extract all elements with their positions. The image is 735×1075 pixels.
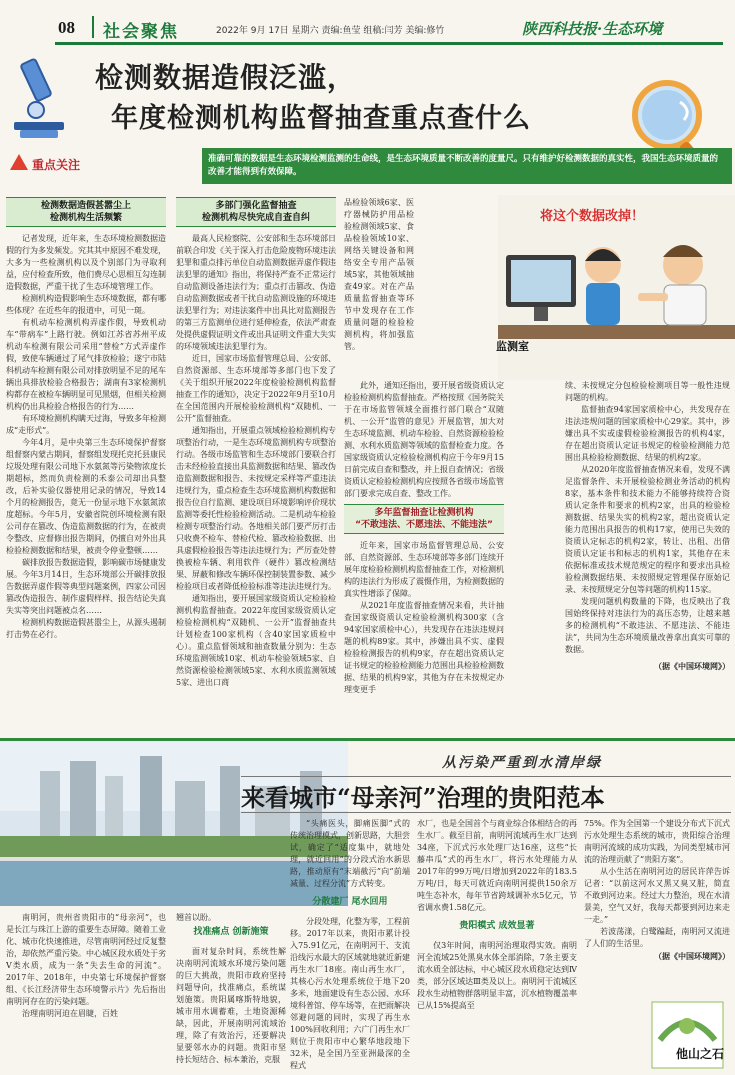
room-sign: 监测室: [496, 340, 529, 353]
feature-subhead: 贵阳模式 成效显著: [459, 921, 535, 931]
feature-subhead: 分散建厂 尾水回用: [312, 897, 388, 907]
subhead-line: 检测机构生活频繁: [49, 213, 122, 223]
paragraph: 品检验领域6家、医疗器械防护用品检验检测领域5家、食品检验领域10家、网络关键设备和网络安全专用产品领域5家，其他领域抽查49家。对在产品质量监督抽查等环节中发现存在工作质量问题的检验检测机构，将加强监管。: [344, 198, 414, 351]
page-number: 08: [58, 18, 75, 37]
paragraph: 翘首以盼。: [176, 913, 216, 922]
paragraph: 仅3年时间，南明河治理取得实效。南明河全流域25处黑臭水体全部消除，7条主要支流水质全部达标，中心城区段水质稳定达到Ⅳ类，部分区域达Ⅲ类及以上。南明河干流城区段水生动植物群落明显丰富，沉水植物覆盖率已从15%提高至: [417, 941, 577, 1010]
paragraph: 近年来，国家市场监督管理总局、公安部、自然资源部、生态环境部等多部门连续开展年度检验检测机构监督抽查工作，对检测机构的违法行为形成了震慑作用，为检测数据的真实性增添了保障。: [344, 541, 504, 598]
feature-kicker: 从污染严重到水清岸绿: [442, 755, 602, 771]
paragraph: 监督抽查94家国家质检中心，共发现存在违法违规问题的国家质检中心29家。其中，涉嫌出具不实或虚假检验检测报告的机构4家，存在超出资质认定证书规定的检验检测能力范围出具检验检测数据、结果的机构2家。: [565, 405, 730, 462]
paragraph: 分段处理，化整为零，工程前移。2017年以来，贵阳市累计投入75.91亿元，在南明河干、支流沿线污水最大的区域就地就近新建再生水厂18座。南山再生水厂，其核心污水处理系统位于地下20多米，地面建设有生态公园、水环境科普馆、停车场等，在把雨解决邻避问题的同时，实现了再生水100%回收利用；六广门再生水厂则位于贵阳市中心繁华地段地下32米，是全国乃至亚洲最深的全程式: [290, 917, 410, 1070]
paragraph: 今年4月，是中央第三生态环境保护督察组督察内蒙古期间，督察组发现托克托县康民垃圾处理有限公司地下水氨氮等污染物浓度长期超标，然而负责检测的禾泰公司却出具整改，后补实验仪器使用记录的情况，导致14个月的检测报告，竟无一份显示地下水氨氮浓度超标。今年5月，安徽省院创环境检测有限公司存在篡改、伪造监测数据的行为，在被责令整改、应督修出报告期间，仍擅自对外出具检验检测数据和结果，被责令停业整顿……: [6, 438, 166, 555]
article-column-3-narrow: [344, 197, 414, 377]
paragraph: 从2021年度监督抽查情况来看，共计抽查国家级资质认定检验检测机构300家（含94家国家质检中心），共发现存在违法违规问题的机构89家。其中，涉嫌出具不实、虚假检验检测报告的机构9家，存在超出资质认定证书规定的检验检测能力范围出具检验检测数据、结果的机构9家，其他为存在未按规定办理变更手: [344, 601, 504, 694]
subhead-line: “不敢违法、不愿违法、不能违法”: [355, 520, 493, 530]
hero: [0, 46, 735, 192]
paper-name: 陕西科技报·生态环境: [522, 20, 663, 38]
feature-rule-bottom: [241, 812, 731, 813]
paragraph: 此外，通知还指出，要开展省级资质认定检验检测机构监督抽查。严格按照《国务院关于在市场监管领域全面推行部门联合“双随机、一公开”监管的意见》开展监管，加大对生态环境监测、机动车检验、自然资源检验检测、水利水质监测等领域的监督检查力度。各国家级资质认定检验检测机构应于今年9月15日前完成自查和整改，并上报自查情况；省级资质认定检验检测机构应按照各省级市场监管部门要求完成自查、整改工作。: [344, 381, 504, 498]
article-column-1: [6, 197, 166, 737]
paragraph: 若波荡漾，白鹭蹁跹，南明河又流进了人们的生活里。: [584, 927, 730, 948]
paragraph: 从2020年度监督抽查情况来看，发现不满足监督条件、未开展检验检测业务活动的机构8家，基本条件和技术能力不能够持续符合资质认定条件和要求的机构2家，出具的检验检测数据、结果失实的机构2家，超出资质认定能力范围出具报告的机构17家，使用已失效的资质认定标志的机构2家，转让、出租、出借资质认定证书和标志的机构1家，其他存在未依据标准或技术规范规定的程序和要求出具检验检测数据结果、未按照规定管理保存原始记录、未按照规定分包等问题的机构115家。: [565, 465, 730, 594]
microscope-icon: [6, 54, 76, 144]
feature-subhead: 找准痛点 创新施策: [193, 927, 269, 937]
article-column-2: [176, 197, 336, 737]
paragraph: 碳排放报告数据造假，影响碳市场健康发展。今年3月14日，生态环境部公开碳排放报告数据弄虚作假等典型问题案例，四家公司因篡改伪造报告、制作虚假样样、报告结论失真失实等突出问题被点名……: [6, 558, 166, 615]
source-credit: （据《中国环境网》）: [654, 951, 730, 961]
column-logo-text: 他山之石: [676, 1047, 725, 1061]
feature-column-b: [290, 818, 410, 1072]
paragraph: 水厂，也是全国首个与商业综合体相结合的再生水厂。截至目前，南明河流域再生水厂达到34座，下沉式污水处理厂达16座，这些“长藤串瓜”式的再生水厂，将污水处理能力从2017年的99万吨/日增加到2022年的183.5万吨/日，每天可就近向南明河提供150余万吨生态补水，每年节省跨域调补水5亿元，节省调水费1.58亿元。: [417, 819, 577, 912]
feature-rule-top: [241, 776, 731, 777]
flame-icon: [8, 152, 30, 172]
subhead-line: 检测数据造假甚嚣尘上: [40, 201, 131, 211]
focus-tag: 重点关注: [32, 158, 81, 172]
paragraph: 近日，国家市场监督管理总局、公安部、自然资源部、生态环境部等多部门也下发了《关于组织开展2022年度检验检测机构监督抽查工作的通知》，决定于2022年9月至10月在全国范围内开展检验检测机构“双随机、一公开”监督抽查。: [176, 354, 336, 423]
paragraph: 通知指出，要开展国家级资质认定检验检测机构监督抽查。2022年度国家级资质认定检验检测机构“双随机、一公开”监督抽查共计划检查100家机构（含40家国家质检中心）。重点监督领域和抽查数量分别为：生态环境监测领域10家、机动车检验领域5家、自然资源检验检测领域5家、水利水质监测领域5家、进出口商: [176, 594, 336, 687]
paragraph: 有环境检测机构瞒天过海，导致多年检测成“走形式”。: [6, 414, 166, 435]
paragraph: 续、未按规定分包检验检测项目等一般性违规问题的机构。: [565, 381, 730, 402]
paragraph: 从小生活在南明河边的居民许萍告诉记者：“以前这河水又黑又臭又脏，简直不敢到河边来。经过大力整治，现在水清景美，空气又好，我每天都要到河边来走一走。”: [584, 867, 730, 924]
section-title: 社会聚焦: [103, 22, 179, 42]
paragraph: 记者发现，近年来，生态环境检测数据造假的行为多发频发。究其其中原因不难发现，大多为一些检测机构以及个别部门为寻取利益，应付检查所致，他们费尽心思相互勾连制造假数据，严重干扰了生态环境管理工作。: [6, 234, 166, 291]
header-rule: [55, 42, 723, 45]
subhead-line: 检测机构尽快完成自查自纠: [201, 213, 310, 223]
article-column-3: [344, 380, 504, 737]
subhead-col2: [176, 197, 336, 227]
masthead: [0, 0, 735, 44]
paragraph: 最高人民检察院、公安部和生态环境部日前联合印发《关于深入打击危险废物环境违法犯罪和重点排污单位自动监测数据弄虚作假违法犯罪的通知》指出，将保持严查不正常运行自动监测设备违法行为；重点打击篡改、伪造自动监测数据或者干扰自动监测设施的环境违法犯罪行为；对违法案件中出具比对监测报告的第三方监测单位进行延伸检查，依法严肃查处提供虚假证明文件或出具证明文件重大失实的环境领域违法犯罪行为。: [176, 234, 336, 351]
paragraph: 检测机构造假影响生态环境数据，都有哪些体现？在近些年的报道中，可见一斑。: [6, 294, 166, 315]
feature-column-a2: [176, 912, 286, 1072]
feature-column-d: [584, 818, 730, 998]
feature-column-c: [417, 818, 577, 1072]
paragraph: 南明河，贵州省贵阳市的“母亲河”，也是长江与珠江上游的重要生态屏障。随着工业化、城市化快速推进，尽管南明河经过反复整治，却依然严重污染。中心城区段水质处于劣V类水质，成为一条“失去生命的河流”。2017年、2018年，中央第七环境保护督察组、《长江经济带生态环境警示片》先后指出南明河存在的污染问题。: [6, 913, 166, 1006]
lead-paragraph: 准确可靠的数据是生态环境检测监测的生命线，是生态环境质量不断改善的度量尺。只有维护好检测数据的真实性，我国生态环境质量的改善才能得到有效保障。: [202, 148, 732, 184]
paragraph: “头痛医头，脚痛医脚”式的传统治理模式，创新思路，大胆尝试，确定了“适度集中，就地处理，就近回用”的分段式治水新思路，推动原有“末端截污”向“前端减量、过程分流”方式转变。: [290, 819, 410, 888]
paragraph: 通知指出，开展重点领域检验检测机构专项整治行动，一是生态环境监测机构专项整治行动。各级市场监管和生态环境部门要联合打击未经检验直接出具监测数据和结果、篡改伪造监测数据和报告、未按规定采样等严重违法违规行为，重点检查生态环境监测机构数据和报告位自行监测、建设项目环境影响评价现状监测等委托性检验检测活动。二是机动车检验检测专项整治行动。各地相关部门要严厉打击只收费不检车、替检代检、篡改检验数据、出具虚假检验报告等违法违规行为；严厉查处替换被检车辆、利用软件（硬件）篡改检测结果、屏蔽和修改车辆环保控制装置参数、减少检验项目或者降低检验标准等违法违规行为。: [176, 426, 336, 591]
headline-line-2: 年度检测机构监督抽查重点查什么: [111, 103, 531, 134]
subhead-line: 多年监督抽查让检测机构: [374, 508, 474, 518]
subhead-line: 多部门强化监督抽查: [215, 201, 297, 211]
subhead-col1: [6, 197, 166, 227]
article-column-4: [565, 380, 730, 737]
paragraph: 治理南明河迫在眉睫，百姓: [22, 1009, 118, 1018]
paragraph: 面对复杂时间，系统性解决南明河流域水环境污染问题的巨大挑战，贵阳市政府坚持问题导向，找准痛点，系统谋划施策。贵阳属喀斯特地貌，城市用水调蓄难，土地资源稀缺，因此，开展南明河流域治理，除了有效治污，还要解决显要邻水办的问题。贵阳市坚持长短结合、标本兼治，克服: [176, 947, 286, 1064]
paragraph: 有机动车检测机构弄虚作假，导致机动车“带病车”上路行驶。例如江苏省苏州平成机动车检测有限公司采用“替检”方式弄虚作假，致使车辆通过了尾气排放检验；遂宁市陆科机动车检测有限公司对排放明显不足的尾车辆出具排放检验合格报告；湖南有3家检测机构都存在被检车辆明显可见黑烟，但相关检测机构仍出具检验合格报告的行为……: [6, 318, 166, 411]
paragraph: 检测机构数据造假甚嚣尘上，从源头遏制打击势在必行。: [6, 618, 166, 639]
feature-column-a: [6, 912, 166, 1072]
paragraph: 发现问题机构数量的下降，也反映出了我国始终保持对违法行为的高压态势，让越来越多的检测机构“不敢违法、不愿违法、不能违法”，共同为生态环境质量改善拿出真实可靠的数据。: [565, 597, 730, 654]
speech-bubble: 将这个数据改掉！: [540, 209, 645, 224]
headline-line-1: 检测数据造假泛滥，: [95, 61, 357, 94]
source-credit: （据《中国环境网》）: [654, 661, 730, 671]
feature-title: 来看城市“母亲河”治理的贵阳范本: [241, 783, 605, 812]
paragraph: 75%。作为全国第一个建设分布式下沉式污水处理生态系统的城市，贵阳综合治理南明河流域的成功实践，为同类型城市河流的治理贡献了“贵阳方案”。: [584, 819, 730, 864]
issue-meta: 2022年 9月 17日 星期六 责编:鱼莹 组稿:闫芳 美编:修竹: [216, 26, 445, 36]
subhead-col3: [344, 504, 504, 534]
header-divider: [92, 16, 94, 38]
